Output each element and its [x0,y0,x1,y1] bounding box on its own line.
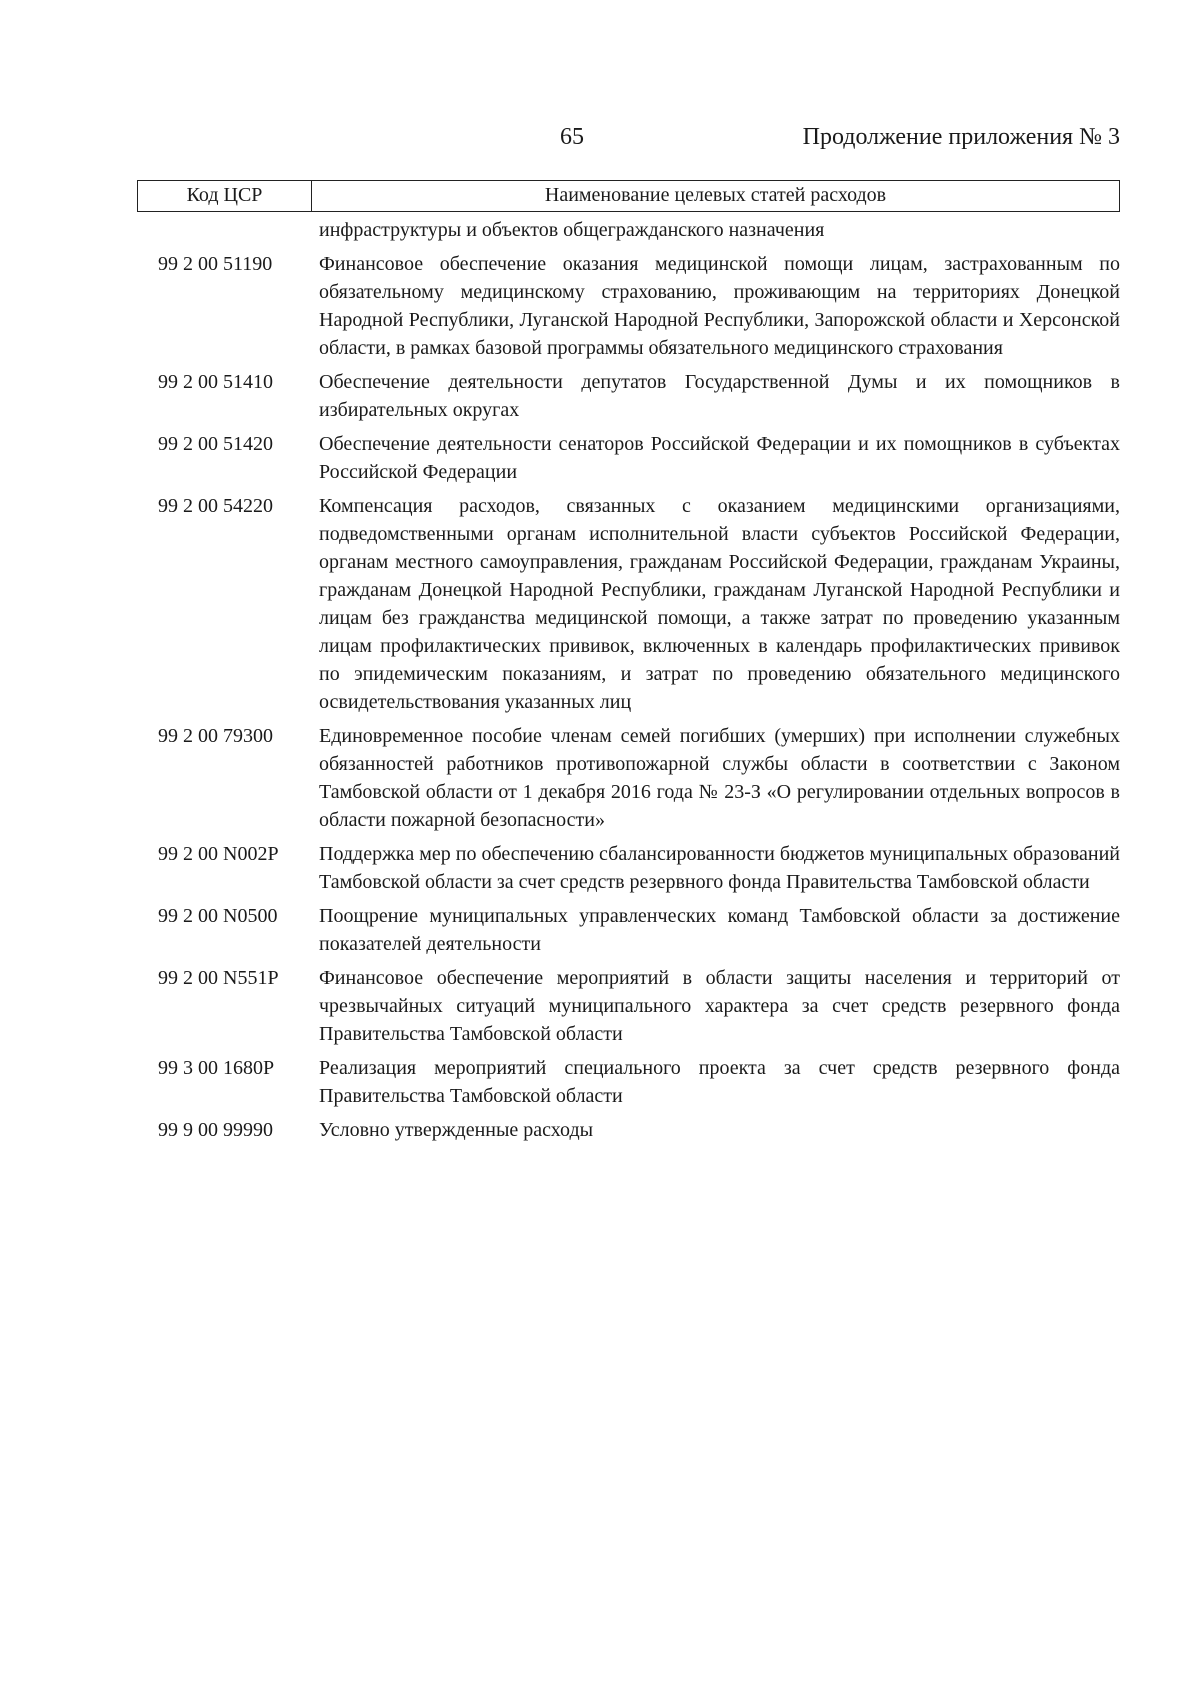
table-row [137,430,1120,486]
row-name: инфраструктуры и объектов общегражданского назначения [319,219,825,241]
table-body [137,216,1120,1150]
row-name: Поощрение муниципальных управленческих команд Тамбовской области за достижение показателей деятельности [319,905,1120,955]
table-row [137,964,1120,1048]
row-code: 99 2 00 51410 [158,371,273,393]
table-row [137,216,1120,244]
table-row [137,492,1120,716]
row-code: 99 9 00 99990 [158,1119,273,1141]
row-name: Обеспечение деятельности сенаторов Российской Федерации и их помощников в субъектах Российской Федерации [319,433,1120,483]
row-name: Условно утвержденные расходы [319,1119,594,1141]
row-name: Финансовое обеспечение оказания медицинской помощи лицам, застрахованным по обязательному медицинскому страхованию, проживающим на территориях Донецкой Народной Республики, Луганской Народной Республики, Запорожской области и Херсонской области, в рамках базовой программы обязательного медицинского страхования [319,253,1120,359]
header-code: Код ЦСР [138,181,312,211]
header-name: Наименование целевых статей расходов [544,184,887,206]
appendix-note: Продолжение приложения № 3 [802,124,1120,150]
table-row [137,902,1120,958]
row-code: 99 2 00 51420 [158,433,273,455]
row-code: 99 2 00 51190 [158,253,273,275]
row-name: Поддержка мер по обеспечению сбалансированности бюджетов муниципальных образований Тамбовской области за счет средств резервного фонда Правительства Тамбовской области [319,843,1120,893]
table-row [137,1054,1120,1110]
table-row [137,368,1120,424]
row-name: Финансовое обеспечение мероприятий в области защиты населения и территорий от чрезвычайных ситуаций муниципального характера за счет средств резервного фонда Правительства Тамбовской области [319,967,1120,1045]
table-row [137,722,1120,834]
table-row [137,1116,1120,1144]
row-name: Реализация мероприятий специального проекта за счет средств резервного фонда Правительства Тамбовской области [319,1057,1120,1107]
row-code: 99 3 00 1680P [158,1057,275,1079]
row-code [137,216,319,244]
row-code: 99 2 00 79300 [158,725,273,747]
row-name: Компенсация расходов, связанных с оказанием медицинскими организациями, подведомственными органам исполнительной власти субъектов Российской Федерации, органам местного самоуправления, гражданам Российской Федерации, гражданам Украины, гражданам Донецкой Народной Республики, гражданам Луганской Народной Республики и лицам без гражданства медицинской помощи, а также затрат по проведению указанным лицам профилактических прививок, включенных в календарь профилактических прививок по эпидемическим показаниям, и затрат по проведению обязательного медицинского освидетельствования указанных лиц [319,495,1120,713]
table-header [137,180,1120,212]
row-code: 99 2 00 54220 [158,495,273,517]
page-number: 65 [560,124,584,150]
row-code: 99 2 00 N551P [158,967,279,989]
table-row [137,250,1120,362]
row-code: 99 2 00 N002P [158,843,279,865]
row-name: Единовременное пособие членам семей погибших (умерших) при исполнении служебных обязанностей работников противопожарной службы области в соответствии с Законом Тамбовской области от 1 декабря 2016 года № 23-З «О регулировании отдельных вопросов в области пожарной безопасности» [319,725,1120,831]
table-row [137,840,1120,896]
row-code: 99 2 00 N0500 [158,905,278,927]
row-name: Обеспечение деятельности депутатов Государственной Думы и их помощников в избирательных округах [319,371,1120,421]
